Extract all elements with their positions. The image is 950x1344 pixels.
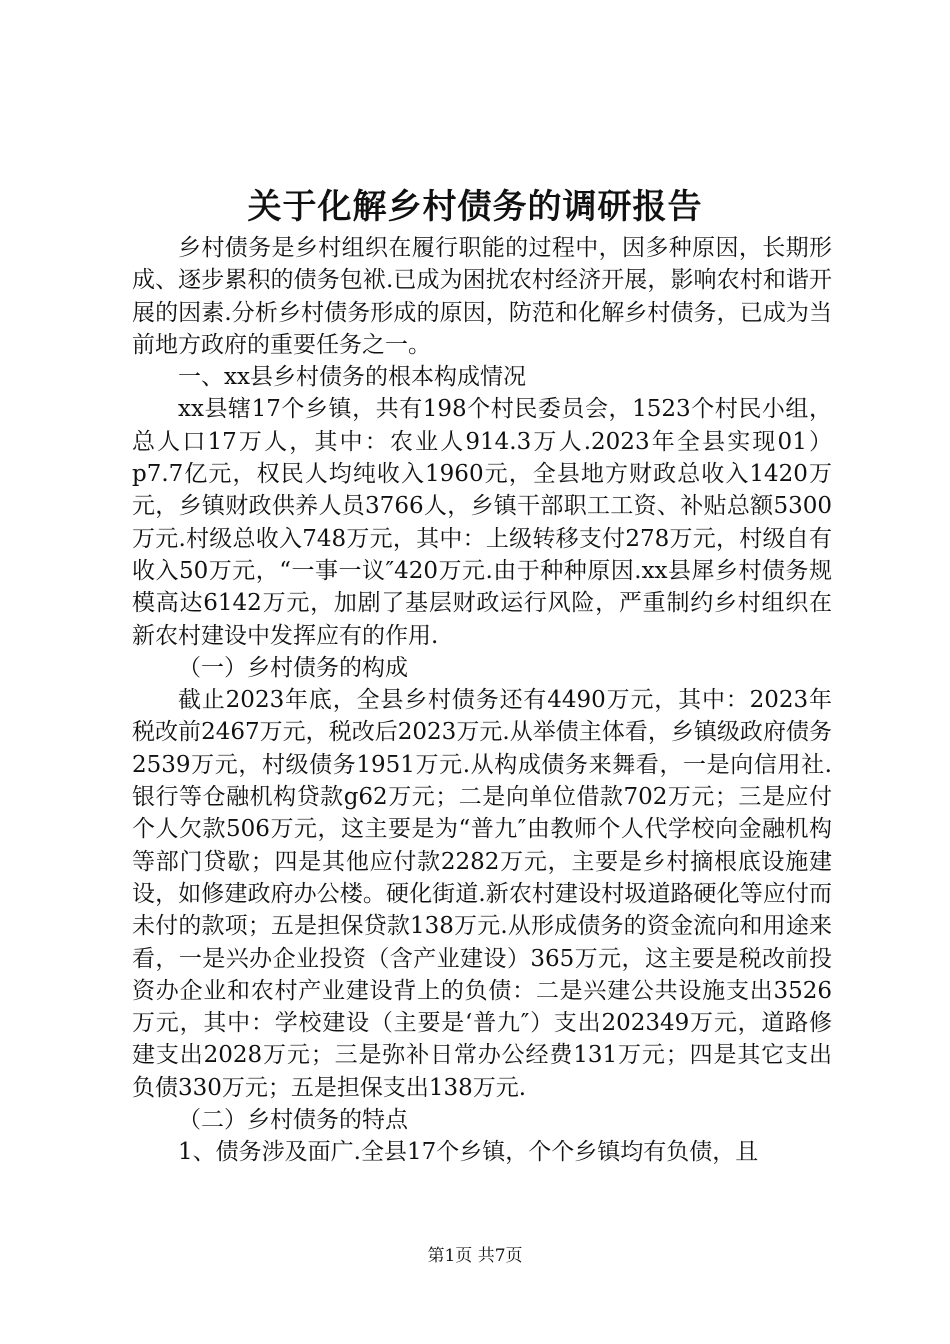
- section-heading-1: 一、xx县乡村债务的根本构成情况: [178, 364, 526, 391]
- subsection-heading-composition: （一）乡村债务的构成: [178, 654, 408, 681]
- paragraph-county-overview: xx县辖17个乡镇，共有198个村民委员会，1523个村民小组，总人口17万人，其中：农业人914.3万人.2023年全县实现01）p7.7亿元，权民人均纯收入1960元，全县地方财政总收入1420万元，乡镇财政供养人员3766人，乡镇干部职工工资、补贴总额5300万元.村级总收入748万元，其中：上级转移支付278万元，村级自有收入50万元，“一事一议″420万元.由于种种原因.xx县犀乡村债务规模高达6142万元，加剧了基层财政运行风险，严重制约乡村组织在新农村建设中发挥应有的作用.: [132, 396, 832, 649]
- paragraph-characteristic-1: 1、债务涉及面广.全县17个乡镇，个个乡镇均有负债，且: [178, 1139, 759, 1166]
- document-title: 关于化解乡村债务的调研报告: [247, 187, 703, 227]
- paragraph-intro: 乡村债务是乡村组织在履行职能的过程中，因多种原因，长期形成、逐步累积的债务包袱.已成为困扰农村经济开展，影响农村和谐开展的因素.分析乡村债务形成的原因，防范和化解乡村债务，已成为当前地方政府的重要任务之一。: [132, 235, 832, 358]
- document-body: [132, 232, 832, 1169]
- paragraph-debt-composition: 截止2023年底，全县乡村债务还有4490万元，其中：2023年税改前2467万元，税改后2023万元.从举债主体看，乡镇级政府债务2539万元，村级债务1951万元.从构成债务来舞看，一是向信用社.银行等仓融机构贷款g62万元；二是向单位借款702万元；三是应付个人欠款506万元，这主要是为“普九″由教师个人代学校向金融机构等部门贷歇；四是其他应付款2282万元，主要是乡村摘根底设施建设，如修建政府办公楼。硬化街道.新农村建设村圾道路硬化等应付而未付的款项；五是担保贷款138万元.从形成债务的资金流向和用途来看，一是兴办企业投资（含产业建设）365万元，这主要是税改前投资办企业和农村产业建设背上的负债：二是兴建公共设施支出3526万元，其中：学校建设（主要是‘普九″）支出202349万元，道路修建支出2028万元；三是弥补日常办公经费131万元；四是其它支出负债330万元；五是担保支出138万元.: [132, 687, 832, 1101]
- subsection-heading-characteristics: （二）乡村债务的特点: [178, 1107, 408, 1134]
- page-footer: 第1页 共7页: [427, 1246, 523, 1266]
